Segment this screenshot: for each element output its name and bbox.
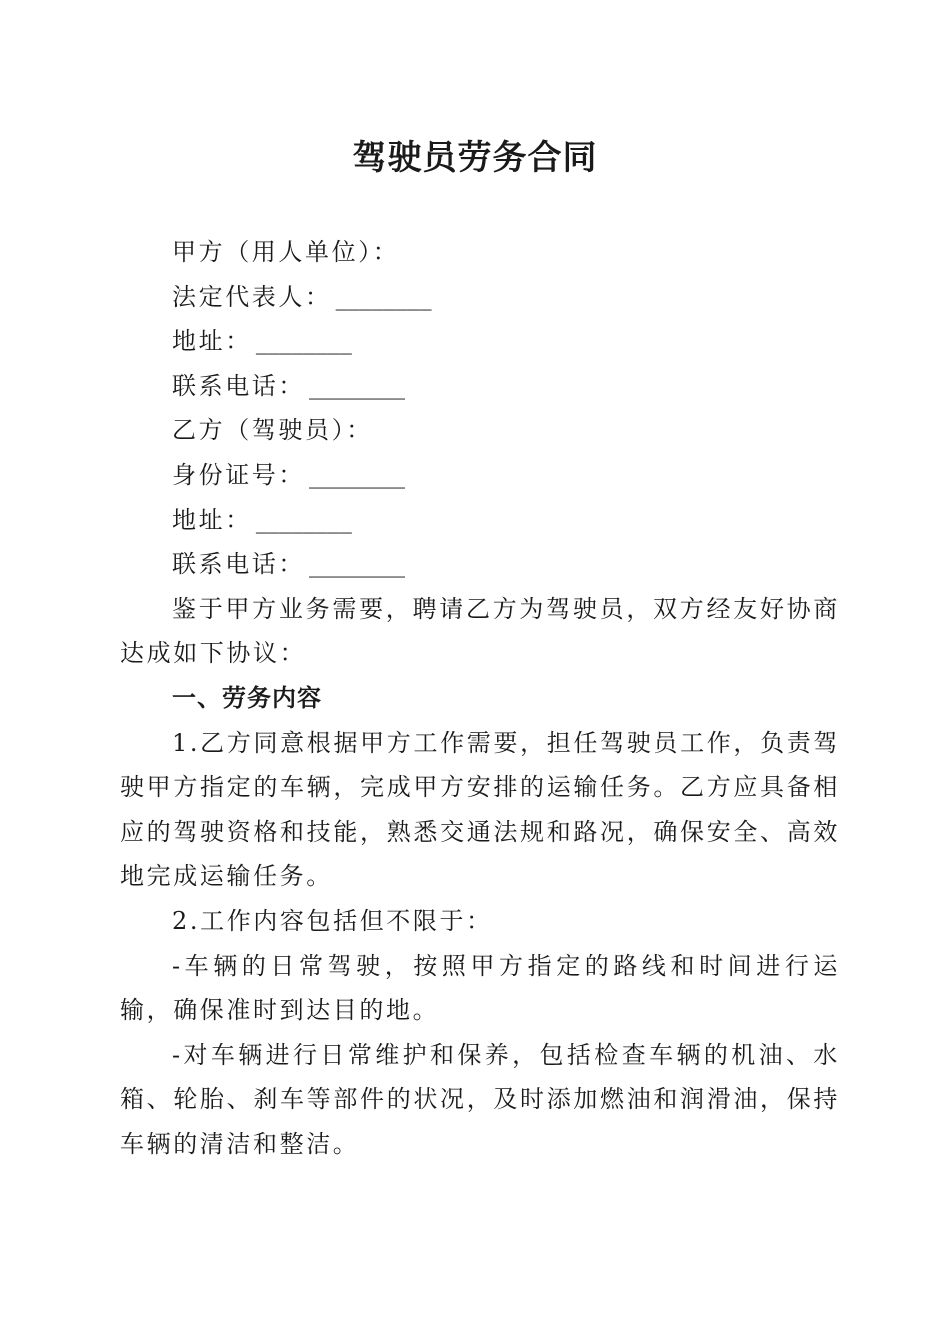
section-heading: 一、劳务内容 xyxy=(172,683,322,712)
id-number-label: 身份证号： xyxy=(172,460,305,489)
legal-representative-line xyxy=(120,275,840,320)
party-b-phone-label: 联系电话： xyxy=(172,550,305,579)
party-a-phone-line xyxy=(120,364,840,409)
id-number-line xyxy=(120,453,840,498)
party-a-line xyxy=(120,230,840,275)
clause-2: 2.工作内容包括但不限于： xyxy=(172,906,493,935)
party-b-phone-blank: ________ xyxy=(309,550,405,579)
id-number-blank: ________ xyxy=(309,460,405,489)
party-b-address-label: 地址： xyxy=(172,505,252,534)
intro-paragraph: 鉴于甲方业务需要，聘请乙方为驾驶员，双方经友好协商达成如下协议： xyxy=(120,594,840,668)
clause-1: 1.乙方同意根据甲方工作需要，担任驾驶员工作，负责驾驶甲方指定的车辆，完成甲方安排的运输任务。乙方应具备相应的驾驶资格和技能，熟悉交通法规和路况，确保安全、高效地完成运输任务。 xyxy=(120,728,840,891)
document-body xyxy=(120,230,840,1166)
party-b-address-line xyxy=(120,498,840,543)
clause-2-item-2: -对车辆进行日常维护和保养，包括检查车辆的机油、水箱、轮胎、刹车等部件的状况，及时添加燃油和润滑油，保持车辆的清洁和整洁。 xyxy=(120,1040,840,1158)
legal-representative-blank: ________ xyxy=(335,282,432,311)
party-a-address-line xyxy=(120,319,840,364)
party-a-address-blank: ________ xyxy=(255,327,352,356)
clause-2-item-1: -车辆的日常驾驶，按照甲方指定的路线和时间进行运输，确保准时到达目的地。 xyxy=(120,951,840,1025)
party-a-address-label: 地址： xyxy=(172,327,252,356)
party-b-label: 乙方（驾驶员）： xyxy=(172,416,373,445)
document-title: 驾驶员劳务合同 xyxy=(352,138,598,178)
legal-representative-label: 法定代表人： xyxy=(172,282,332,311)
party-a-phone-blank: ________ xyxy=(309,371,405,400)
party-a-label: 甲方（用人单位）： xyxy=(172,238,400,266)
party-b-line xyxy=(120,408,840,453)
party-b-phone-line xyxy=(120,542,840,587)
party-b-address-blank: ________ xyxy=(255,505,352,534)
party-a-phone-label: 联系电话： xyxy=(172,371,305,400)
